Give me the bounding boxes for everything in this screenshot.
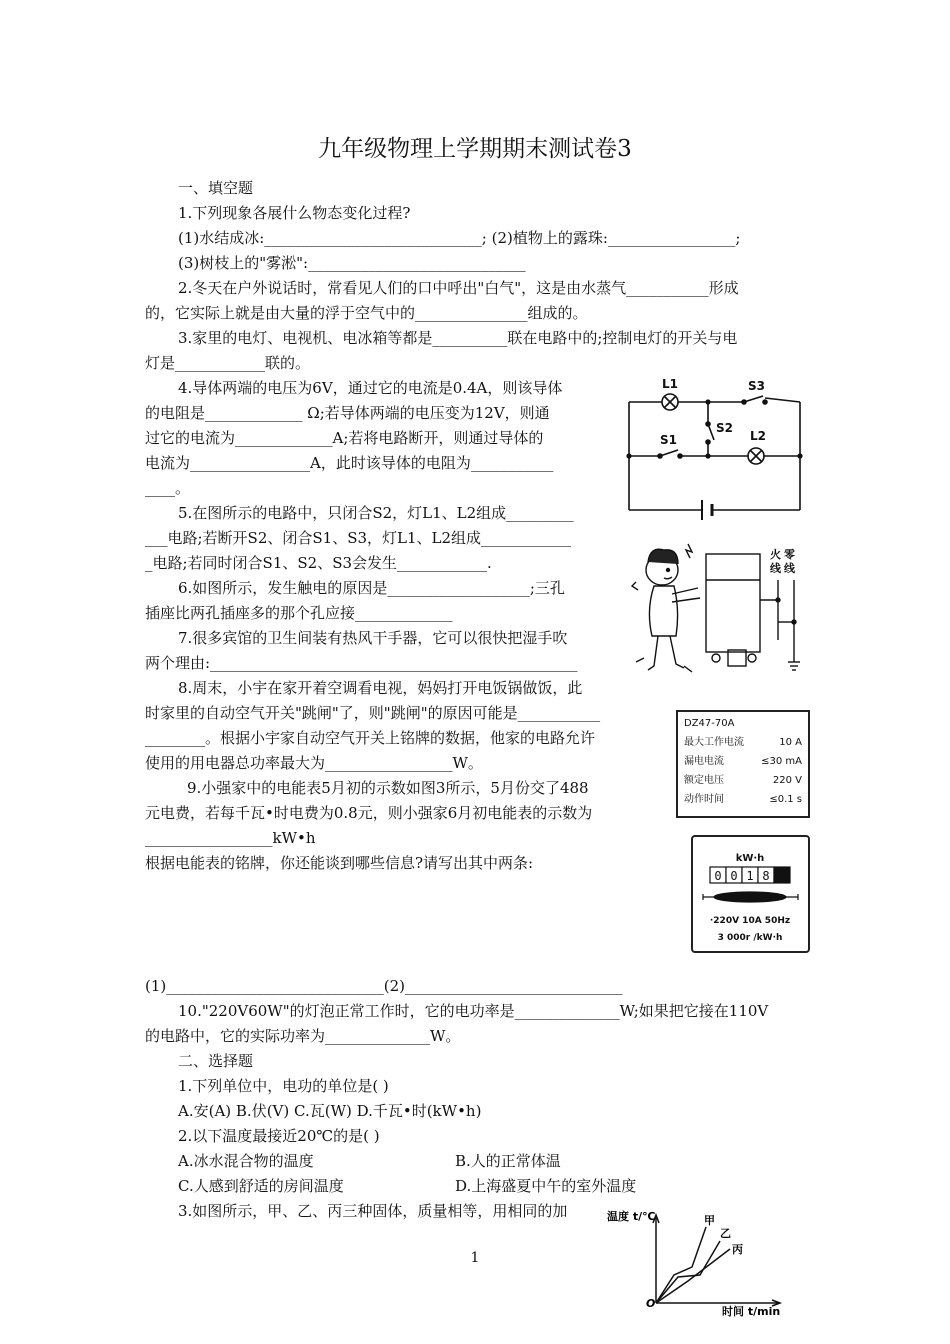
section-heading: 一、填空题 xyxy=(178,179,254,197)
option-line: A.安(A) B.伏(V) C.瓦(W) D.千瓦•时(kW•h) xyxy=(178,1102,482,1120)
plate-label: 额定电压 xyxy=(684,775,724,786)
question-line: (1)水结成冰:_____________________________; (2)植物上的露珠:_________________; xyxy=(178,229,741,247)
question-line: 5.在图所示的电路中，只闭合S2，灯L1、L2组成_________ xyxy=(178,504,574,522)
question-line: 1.下列现象各展什么物态变化过程? xyxy=(178,204,411,222)
series-label-jia: 甲 xyxy=(704,1214,715,1227)
label-s1: S1 xyxy=(660,433,677,447)
question-line: 过它的电流为_____________A;若将电路断开，则通过导体的 xyxy=(145,429,544,447)
question-line: 9.小强家中的电能表5月初的示数如图3所示，5月份交了488 xyxy=(187,779,589,797)
plate-label: 漏电电流 xyxy=(684,756,724,767)
plate-value: ≤30 mA xyxy=(761,756,802,767)
graph-origin: O xyxy=(646,1297,656,1310)
series-label-yi: 乙 xyxy=(720,1227,731,1240)
meter-unit: kW·h xyxy=(735,853,765,864)
question-line: 插座比两孔插座多的那个孔应接_____________ xyxy=(145,604,453,622)
page-number: 1 xyxy=(470,1250,480,1266)
plate-label: 动作时间 xyxy=(684,794,724,805)
label-s3: S3 xyxy=(748,379,765,393)
page-title: 九年级物理上学期期末测试卷3 xyxy=(318,136,632,162)
meter-spec: ·220V 10A 50Hz xyxy=(709,916,791,926)
question-line: 的，它实际上就是由大量的浮于空气中的_______________组成的。 xyxy=(145,304,588,322)
graph-y-label: 温度 t/℃ xyxy=(607,1210,656,1223)
question-line: ___电路;若断开S2、闭合S1、S3，灯L1、L2组成____________ xyxy=(145,529,572,547)
wire-label-neutral: 零 xyxy=(784,548,795,561)
shock-illustration xyxy=(628,540,808,680)
option-a: A.冰水混合物的温度 xyxy=(178,1152,314,1170)
meter-digit: 1 xyxy=(746,869,754,883)
question-line: 10."220V60W"的灯泡正常工作时，它的电功率是______________W;如果把它接在110V xyxy=(178,1002,769,1020)
question-line: 两个理由:_________________________________________________ xyxy=(145,654,578,672)
circuit-diagram xyxy=(622,372,810,522)
question-line: 6.如图所示，发生触电的原因是___________________;三孔 xyxy=(178,579,565,597)
meter-revolutions: 3 000r /kW·h xyxy=(717,933,783,943)
meter-digit: 8 xyxy=(762,869,770,883)
question-line: 元电费，若每千瓦•时电费为0.8元，则小强家6月初电能表的示数为 xyxy=(145,804,593,822)
breaker-nameplate xyxy=(676,710,810,818)
question-line: ________。根据小宇家自动空气开关上铭牌的数据，他家的电路允许 xyxy=(145,729,596,747)
question-line: 电流为________________A，此时该导体的电阻为___________ xyxy=(145,454,554,472)
question-line: ____。 xyxy=(145,479,191,497)
wire-label-fire: 火 xyxy=(770,548,781,561)
plate-value: 10 A xyxy=(779,737,802,748)
wire-label-line-1: 线 xyxy=(770,562,781,575)
question-line: 3.家里的电灯、电视机、电冰箱等都是__________联在电路中的;控制电灯的开关与电 xyxy=(178,329,738,347)
question-line: (1)_____________________________(2)_____________________________ xyxy=(145,977,623,995)
energy-meter xyxy=(691,835,810,953)
plate-value: 220 V xyxy=(772,775,802,786)
label-s2: S2 xyxy=(716,421,733,435)
question-line: 2.以下温度最接近20℃的是( ) xyxy=(178,1127,380,1145)
question-line: 的电阻是_____________ Ω;若导体两端的电压变为12V，则通 xyxy=(145,404,550,422)
question-line: 1.下列单位中，电功的单位是( ) xyxy=(178,1077,389,1095)
meter-digit: 0 xyxy=(730,869,738,883)
label-l1: L1 xyxy=(662,377,678,391)
plate-label: 最大工作电流 xyxy=(684,737,744,748)
option-b: B.人的正常体温 xyxy=(455,1152,561,1170)
breaker-model: DZ47-70A xyxy=(684,718,735,729)
question-line: 3.如图所示，甲、乙、丙三种固体，质量相等，用相同的加 xyxy=(178,1202,568,1220)
series-label-bing: 丙 xyxy=(732,1243,743,1256)
question-line: 时家里的自动空气开关"跳闸"了，则"跳闸"的原因可能是___________ xyxy=(145,704,601,722)
question-line: (3)树枝上的"雾淞":_____________________________ xyxy=(178,254,526,272)
graph-x-label: 时间 t/min xyxy=(722,1305,781,1318)
meter-digit: 0 xyxy=(714,869,722,883)
wire-label-line-2: 线 xyxy=(784,562,795,575)
question-line: 根据电能表的铭牌，你还能谈到哪些信息?请写出其中两条: xyxy=(145,854,534,872)
question-line: 7.很多宾馆的卫生间装有热风干手器，它可以很快把湿手吹 xyxy=(178,629,568,647)
option-d: D.上海盛夏中午的室外温度 xyxy=(455,1177,637,1195)
question-line: 使用的用电器总功率最大为_________________W。 xyxy=(145,754,483,772)
question-line: 8.周末，小宇在家开着空调看电视，妈妈打开电饭锅做饭，此 xyxy=(178,679,583,697)
question-line: 2.冬天在户外说话时，常看见人们的口中呼出"白气"，这是由水蒸气___________形成 xyxy=(178,279,739,297)
plate-value: ≤0.1 s xyxy=(769,794,802,805)
question-line: 4.导体两端的电压为6V，通过它的电流是0.4A，则该导体 xyxy=(178,379,563,397)
question-line: _________________kW•h xyxy=(145,829,316,847)
question-line: 的电路中，它的实际功率为______________W。 xyxy=(145,1027,461,1045)
question-line: 灯是____________联的。 xyxy=(145,354,311,372)
section-heading: 二、选择题 xyxy=(178,1052,254,1070)
option-c: C.人感到舒适的房间温度 xyxy=(178,1177,344,1195)
question-line: _电路;若同时闭合S1、S2、S3会发生____________. xyxy=(145,554,492,572)
label-l2: L2 xyxy=(750,429,766,443)
